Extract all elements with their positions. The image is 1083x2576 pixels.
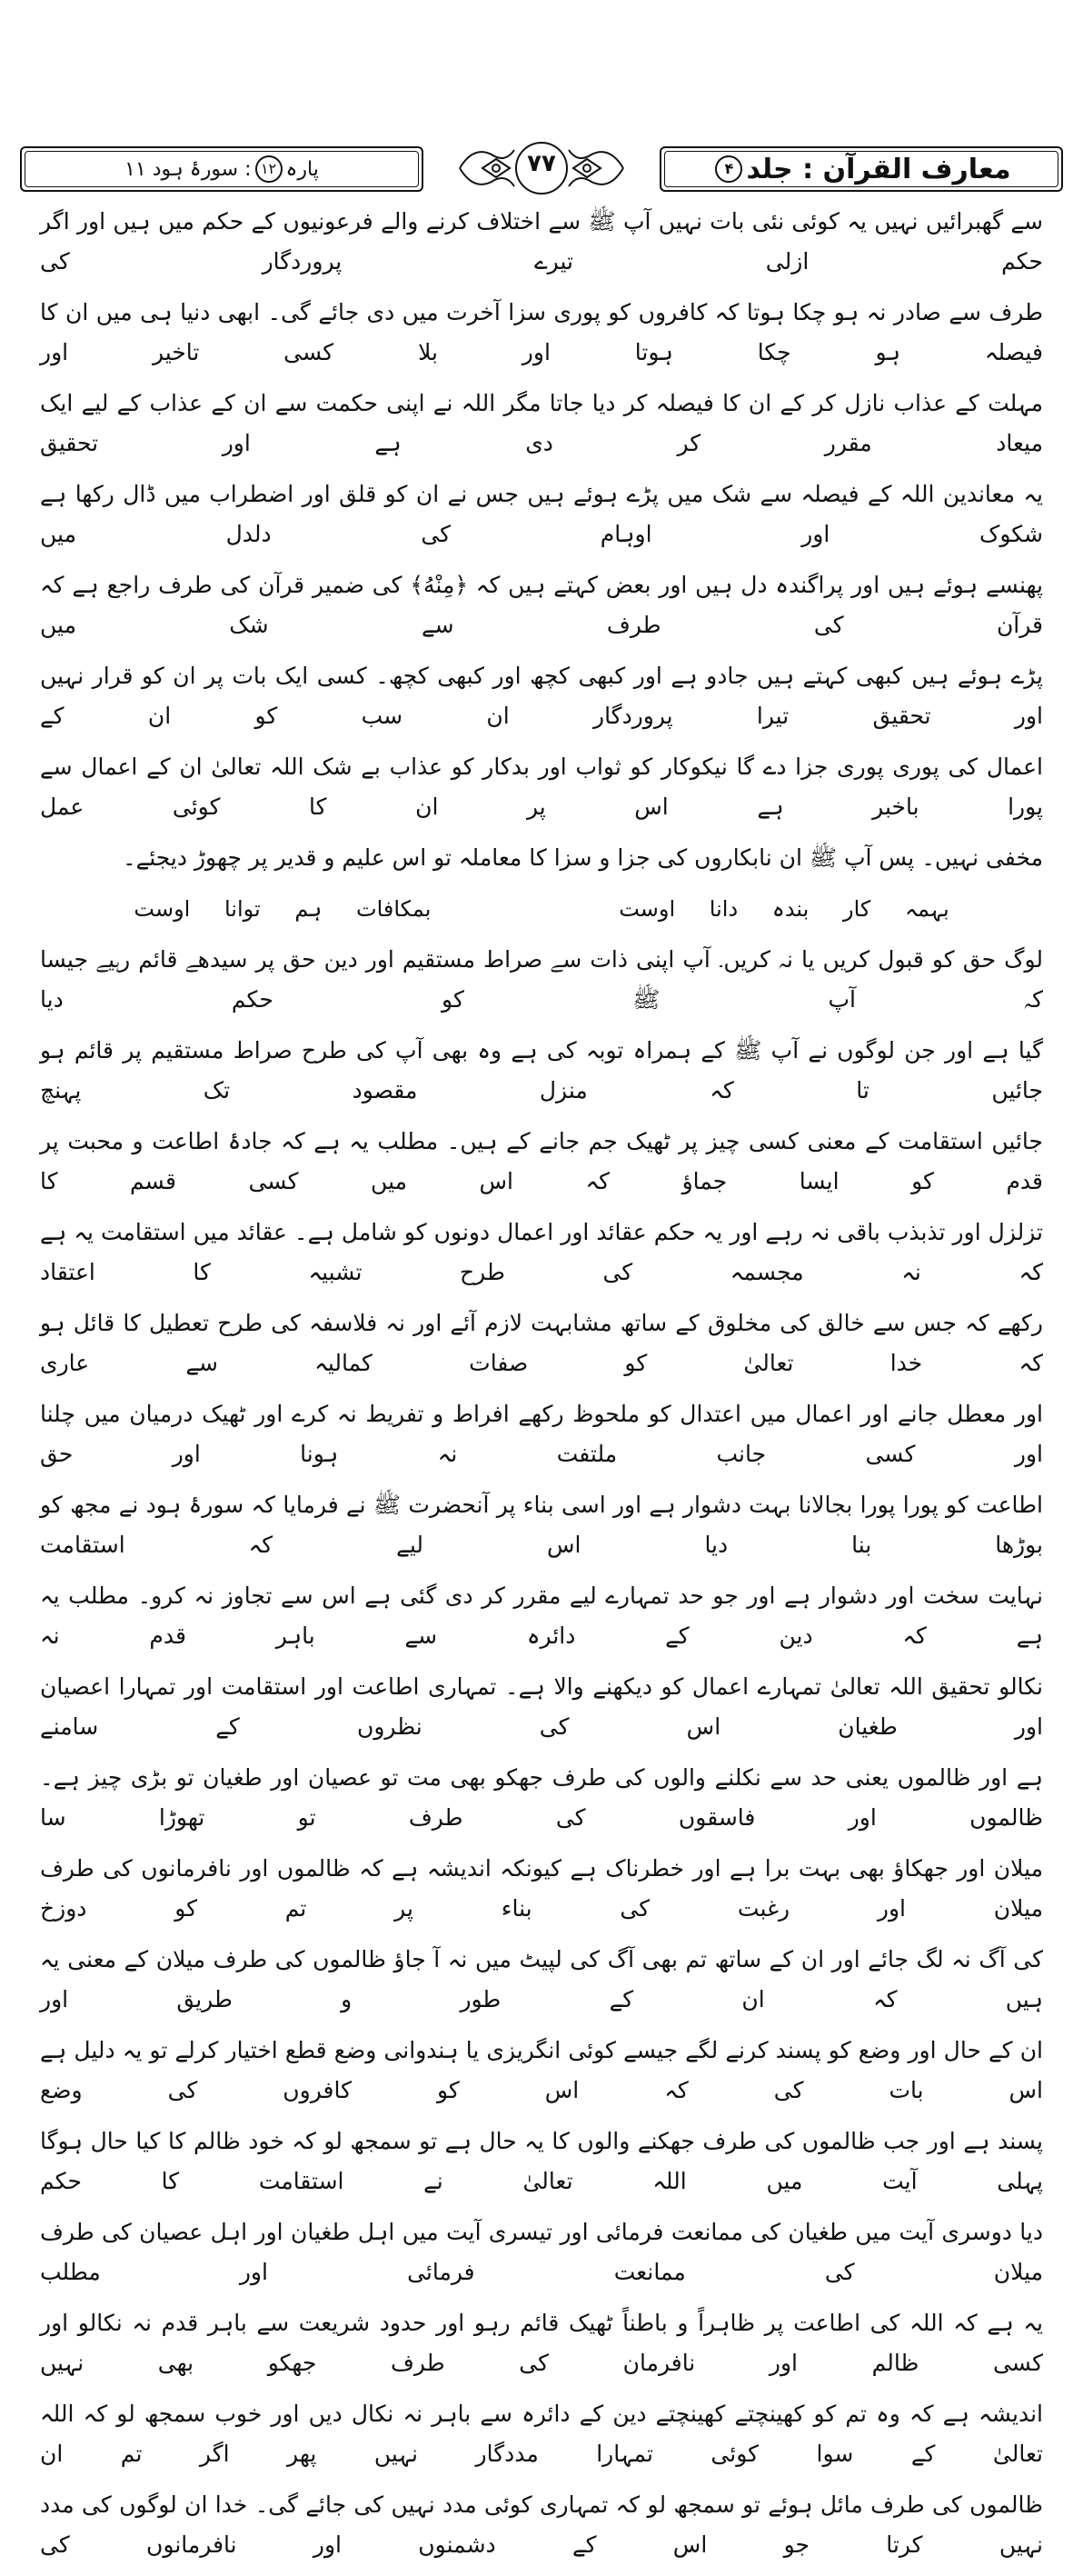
text-line: لوگ حق کو قبول کریں یا نہ کریں۔ آپ اپنی ذات سے صراط مستقیم اور دین حق پر سیدھے قائم رہیے جیسا کہ آپ ﷺ کو حکم دیا	[40, 946, 1043, 1013]
text-line: سے گھبرائیں نہیں یہ کوئی نئی بات نہیں آپ ﷺ سے اختلاف کرنے والے فرعونیوں کے حکم میں ہیں اور اگر حکم ازلی تیرے پروردگار کی	[40, 208, 1043, 275]
page-number: ٧٧	[527, 150, 556, 177]
verse-first-hemistich: بہمہ کار بندہ دانا اوست	[619, 896, 949, 922]
text-line: ہے اور ظالموں یعنی حد سے نکلنے والوں کی طرف جھکو بھی مت تو عصیان اور طغیان تو بڑی چیز ہے۔ ظالموں اور فاسقوں کی طرف تو تھوڑا سا	[40, 1764, 1043, 1831]
page-number-medallion	[451, 141, 632, 195]
volume-number: ۴	[715, 155, 742, 183]
text-line: میلان اور جھکاؤ بھی بہت برا ہے اور خطرناک ہے کیونکہ اندیشہ ہے کہ ظالموں اور نافرمانوں کی طرف میلان اور رغبت کی بناء پر تم کو دوزخ	[40, 1855, 1043, 1922]
page-header	[20, 141, 1063, 197]
book-title-box	[660, 146, 1063, 192]
text-line: جائیں استقامت کے معنی کسی چیز پر ٹھیک جم جانے کے ہیں۔ مطلب یہ ہے کہ جادۂ اطاعت و محبت پر قدم کو ایسا جماؤ کہ اس میں کسی قسم کا	[40, 1128, 1043, 1194]
text-line: ان کے حال اور وضع کو پسند کرنے لگے جیسے کوئی انگریزی یا ہندوانی وضع قطع اختیار کرلے تو یہ دلیل ہے اس بات کی کہ اس کو کافروں کی وضع	[40, 2037, 1043, 2103]
text-line: ظالموں کی طرف مائل ہوئے تو سمجھ لو کہ تمہاری کوئی مدد نہیں کی جائے گی۔ خدا ان لوگوں کی مدد نہیں کرتا جو اس کے دشمنوں اور نافرمانوں کی	[40, 2491, 1043, 2558]
surah-label: : سورۂ ہود ١١	[124, 157, 252, 181]
body-text	[40, 202, 1043, 2576]
para-surah-box	[20, 146, 423, 192]
text-line: مخفی نہیں۔ پس آپ ﷺ ان نابکاروں کی جزا و سزا کا معاملہ تو اس علیم و قدیر پر چھوڑ دیجئے۔	[122, 844, 1043, 871]
text-line: تزلزل اور تذبذب باقی نہ رہے اور یہ حکم عقائد اور اعمال دونوں کو شامل ہے۔ عقائد میں استقامت یہ ہے کہ نہ مجسمہ کی طرح تشبیہ کا اعتقاد	[40, 1219, 1043, 1285]
text-line: پسند ہے اور جب ظالموں کی طرف جھکنے والوں کا یہ حال ہے تو سمجھ لو کہ خود ظالم کا کیا حال ہوگا پہلی آیت میں اللہ تعالیٰ نے استقامت کا حکم	[40, 2128, 1043, 2194]
text-line: نہایت سخت اور دشوار ہے اور جو حد تمہارے لیے مقرر کر دی گئی ہے اس سے تجاوز نہ کرو۔ مطلب یہ ہے کہ دین کے دائرہ سے باہر قدم نہ	[40, 1583, 1043, 1649]
text-line: مہلت کے عذاب نازل کر کے ان کا فیصلہ کر دیا جاتا مگر اللہ نے اپنی حکمت سے ان کے عذاب کے لیے ایک میعاد مقرر کر دی ہے اور تحقیق	[40, 390, 1043, 456]
text-line: نکالو تحقیق اللہ تعالیٰ تمہارے اعمال کو دیکھنے والا ہے۔ تمہاری اطاعت اور استقامت اور تمہارا اعصیان اور طغیان اس کی نظروں کے سامنے	[40, 1673, 1043, 1740]
text-line: اندیشہ ہے کہ وہ تم کو کھینچتے کھینچتے دین کے دائرہ سے باہر نہ نکال دیں اور خوب سمجھ لو کہ اللہ تعالیٰ کے سوا کوئی تمہارا مددگار نہیں پھر اگر تم ان	[40, 2401, 1043, 2467]
text-line: یہ ہے کہ اللہ کی اطاعت پر ظاہراً و باطناً ٹھیک قائم رہو اور حدود شریعت سے باہر قدم نہ نکالو اور کسی ظالم اور نافرمان کی طرف جھکو بھی نہیں	[40, 2310, 1043, 2376]
para-label: پارہ	[285, 157, 319, 181]
book-title: معارف القرآن : جلد	[746, 153, 1011, 185]
text-line: پڑے ہوئے ہیں کبھی کہتے ہیں جادو ہے اور کبھی کچھ اور کبھی کچھ۔ کسی ایک بات پر ان کو قرار نہیں اور تحقیق تیرا پروردگار ان سب کو ان کے	[40, 663, 1043, 729]
text-line: طرف سے صادر نہ ہو چکا ہوتا کہ کافروں کو پوری سزا آخرت میں دی جائے گی۔ ابھی دنیا ہی میں ان کا فیصلہ ہو چکا ہوتا اور بلا کسی تاخیر اور	[40, 299, 1043, 365]
text-line: یہ معاندین اللہ کے فیصلہ سے شک میں پڑے ہوئے ہیں جس نے ان کو قلق اور اضطراب میں ڈال رکھا ہے شکوک اور اوہام کی دلدل میں	[40, 481, 1043, 547]
text-line: پھنسے ہوئے ہیں اور پراگندہ دل ہیں اور بعض کہتے ہیں کہ ﴿مِنْهُ﴾ کی ضمیر قرآن کی طرف راجع ہے کہ قرآن کی طرف سے شک میں	[40, 572, 1043, 638]
para-number: ١٢	[255, 155, 283, 183]
text-line: اطاعت کو پورا پورا بجالانا بہت دشوار ہے اور اسی بناء پر آنحضرت ﷺ نے فرمایا کہ سورۂ ہود نے مجھ کو بوڑھا بنا دیا اس لیے کہ استقامت	[40, 1492, 1043, 1558]
verse-second-hemistich: بمکافات ہم توانا اوست	[134, 896, 432, 922]
verse-couplet	[40, 889, 1043, 929]
text-line: اور معطل جانے اور اعمال میں اعتدال کو ملحوظ رکھے افراط و تفریط نہ کرے اور ٹھیک درمیان میں چلنا اور کسی جانب ملتفت نہ ہونا اور حق	[40, 1401, 1043, 1467]
text-line: اعمال کی پوری پوری جزا دے گا نیکوکار کو ثواب اور بدکار کو عذاب بے شک اللہ تعالیٰ ان کے اعمال سے پورا باخبر ہے اس پر ان کا کوئی عمل	[40, 754, 1043, 820]
text-line: کی آگ نہ لگ جائے اور ان کے ساتھ تم بھی آگ کی لپیٹ میں نہ آ جاؤ ظالموں کی طرف میلان کے معنی یہ ہیں کہ ان کے طور و طریق اور	[40, 1946, 1043, 2012]
text-line: گیا ہے اور جن لوگوں نے آپ ﷺ کے ہمراہ توبہ کی ہے وہ بھی آپ کی طرح صراط مستقیم پر قائم ہو جائیں تا کہ منزل مقصود تک پہنچ	[40, 1037, 1043, 1103]
text-line: رکھے کہ جس سے خالق کی مخلوق کے ساتھ مشابہت لازم آئے اور نہ فلاسفہ کی طرح تعطیل کا قائل ہو کہ خدا تعالیٰ کو صفات کمالیہ سے عاری	[40, 1310, 1043, 1376]
text-line: دیا دوسری آیت میں طغیان کی ممانعت فرمائی اور تیسری آیت میں اہل طغیان اور اہل عصیان کی طرف میلان کی ممانعت فرمائی اور مطلب	[40, 2219, 1043, 2285]
